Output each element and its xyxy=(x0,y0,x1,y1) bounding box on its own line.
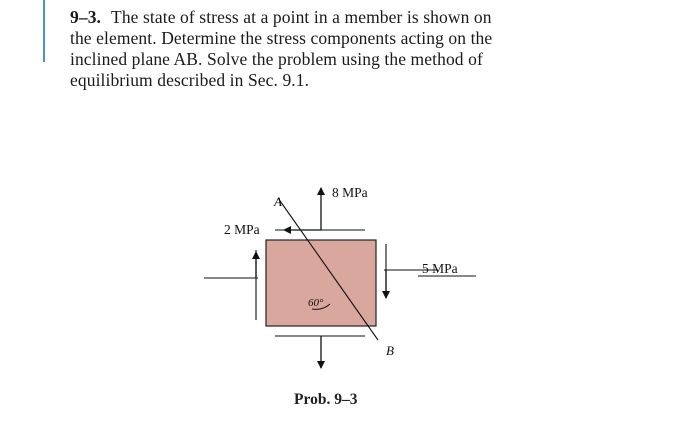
figure-caption: Prob. 9–3 xyxy=(294,391,358,408)
problem-statement xyxy=(70,7,615,91)
margin-rule xyxy=(43,0,45,62)
problem-line-1: The state of stress at a point in a member is shown on xyxy=(111,7,492,27)
right-stress-label: 5 MPa xyxy=(422,261,458,276)
stress-element-figure xyxy=(200,170,510,370)
problem-line-2: the element. Determine the stress components acting on the xyxy=(70,28,493,48)
top-stress-label: 8 MPa xyxy=(332,185,368,200)
problem-line-4: equilibrium described in Sec. 9.1. xyxy=(70,70,310,90)
point-b-label: B xyxy=(386,343,394,358)
problem-line-3: inclined plane AB. Solve the problem using the method of xyxy=(70,49,483,69)
problem-number: 9–3. xyxy=(70,7,102,27)
angle-label: 60° xyxy=(308,297,324,309)
point-a-label: A xyxy=(274,194,282,209)
left-stress-label: 2 MPa xyxy=(224,222,260,237)
